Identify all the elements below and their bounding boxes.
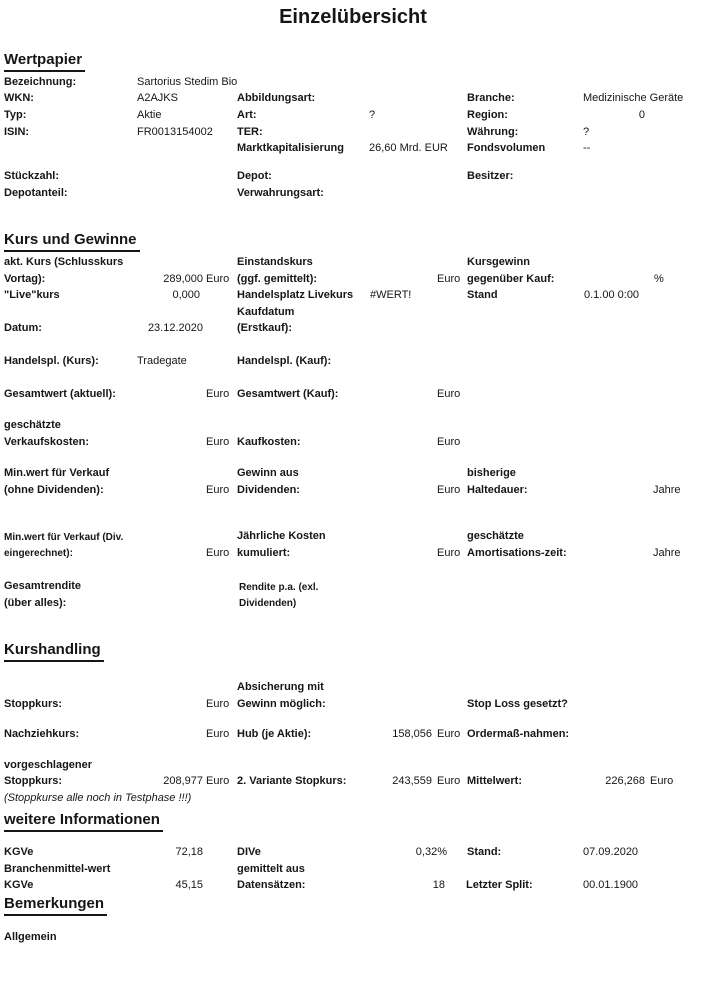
branche-label: Branche:	[467, 92, 515, 104]
nachziehkurs-unit: Euro	[206, 728, 230, 740]
amortisation-label-1: geschätzte	[467, 530, 524, 542]
kursgewinn-label-2: gegenüber Kauf:	[467, 273, 555, 285]
verwahrungsart-label: Verwahrungsart:	[237, 187, 324, 199]
gesamtrendite-label-2: (über alles):	[4, 597, 67, 609]
kurshandling-heading: Kurshandling	[4, 641, 104, 662]
abbildungsart-label: Abbildungsart:	[237, 92, 316, 104]
minwert-unit: Euro	[206, 484, 230, 496]
akt-kurs-label-2: Vortag):	[4, 273, 46, 285]
dive-label: DIVe	[237, 846, 261, 858]
hub-unit: Euro	[437, 728, 461, 740]
branche-value: Medizinische Geräte	[583, 92, 684, 104]
bezeichnung-value: Sartorius Stedim Bio	[137, 76, 238, 88]
nachziehkurs-label: Nachziehkurs:	[4, 728, 80, 740]
variante2-value: 243,559	[392, 775, 432, 787]
haltedauer-label-1: bisherige	[467, 467, 516, 479]
akt-kurs-label-1: akt. Kurs (Schlusskurs	[4, 256, 124, 268]
minwert-label-2: (ohne Dividenden):	[4, 484, 104, 496]
akt-kurs-unit: Euro	[206, 273, 230, 285]
haltedauer-unit: Jahre	[653, 484, 681, 496]
branchenmittel-label-2: KGVe	[4, 879, 34, 891]
weitere-informationen-heading: weitere Informationen	[4, 811, 163, 832]
erstkauf-label: (Erstkauf):	[237, 322, 293, 334]
einstandskurs-label-1: Einstandskurs	[237, 256, 313, 268]
verkaufskosten-unit: Euro	[206, 436, 230, 448]
wertpapier-heading: Wertpapier	[4, 51, 85, 72]
stop-loss-label: Stop Loss gesetzt?	[467, 698, 568, 710]
gesamtwert-aktuell-unit: Euro	[206, 388, 230, 400]
letzter-split-label: Letzter Split:	[466, 879, 533, 891]
kaufdatum-label: Kaufdatum	[237, 306, 295, 318]
livekurs-label: "Live"kurs	[4, 289, 60, 301]
datum-value: 23.12.2020	[147, 322, 203, 334]
isin-value: FR0013154002	[137, 126, 213, 138]
stand-value: 0.1.00 0:00	[584, 289, 640, 301]
isin-label: ISIN:	[4, 126, 30, 138]
region-value: 0	[638, 109, 645, 121]
stand-info-value: 07.09.2020	[583, 846, 639, 858]
handelspl-kauf-label: Handelspl. (Kauf):	[237, 355, 332, 367]
verkaufskosten-label-2: Verkaufskosten:	[4, 436, 89, 448]
kgve-value: 72,18	[175, 846, 203, 858]
variante2-label: 2. Variante Stopkurs:	[237, 775, 347, 787]
mittelwert-value: 226,268	[605, 775, 645, 787]
bezeichnung-label: Bezeichnung:	[4, 76, 77, 88]
kursgewinn-label-1: Kursgewinn	[467, 256, 530, 268]
jaehrliche-kosten-unit: Euro	[437, 547, 461, 559]
gewinn-dividenden-label-1: Gewinn aus	[237, 467, 299, 479]
mittelwert-label: Mittelwert:	[467, 775, 522, 787]
einstandskurs-unit: Euro	[437, 273, 461, 285]
minwert-div-label-1: Min.wert für Verkauf (Div.	[4, 532, 124, 543]
minwert-label-1: Min.wert für Verkauf	[4, 467, 110, 479]
amortisation-label-2: Amortisations-zeit:	[467, 547, 567, 559]
gemittelt-label-1: gemittelt aus	[237, 863, 305, 875]
waehrung-label: Währung:	[467, 126, 519, 138]
mittelwert-unit: Euro	[650, 775, 674, 787]
kaufkosten-label: Kaufkosten:	[237, 436, 301, 448]
jaehrliche-kosten-label-1: Jährliche Kosten	[237, 530, 326, 542]
amortisation-unit: Jahre	[653, 547, 681, 559]
bemerkungen-heading: Bemerkungen	[4, 895, 107, 916]
verkaufskosten-label-1: geschätzte	[4, 419, 61, 431]
letzter-split-value: 00.01.1900	[583, 879, 639, 891]
minwert-div-unit: Euro	[206, 547, 230, 559]
haltedauer-label-2: Haltedauer:	[467, 484, 528, 496]
depot-label: Depot:	[237, 170, 272, 182]
stand-label: Stand	[467, 289, 498, 301]
handelsplatz-livekurs-value: #WERT!	[370, 289, 412, 301]
gemittelt-label-2: Datensätzen:	[237, 879, 306, 891]
datum-label: Datum:	[4, 322, 42, 334]
stoppkurs-unit: Euro	[206, 698, 230, 710]
art-label: Art:	[237, 109, 257, 121]
gesamtwert-kauf-label: Gesamtwert (Kauf):	[237, 388, 339, 400]
fondsvolumen-value: --	[583, 142, 591, 154]
gesamtwert-kauf-unit: Euro	[437, 388, 461, 400]
handelspl-kurs-value: Tradegate	[137, 355, 187, 367]
stueckzahl-label: Stückzahl:	[4, 170, 60, 182]
marktkapitalisierung-value: 26,60 Mrd. EUR	[369, 142, 448, 154]
vorgeschlagener-label-2: Stoppkurs:	[4, 775, 63, 787]
marktkapitalisierung-label: Marktkapitalisierung	[237, 142, 344, 154]
waehrung-value: ?	[583, 126, 590, 138]
vorgeschlagener-label-1: vorgeschlagener	[4, 759, 93, 771]
handelspl-kurs-label: Handelspl. (Kurs):	[4, 355, 99, 367]
kurs-und-gewinne-heading: Kurs und Gewinne	[4, 231, 140, 252]
wkn-value: A2AJKS	[137, 92, 178, 104]
depotanteil-label: Depotanteil:	[4, 187, 68, 199]
page-title: Einzelübersicht	[279, 6, 427, 28]
gemittelt-value: 18	[432, 879, 445, 891]
allgemein-label: Allgemein	[4, 931, 57, 943]
art-value: ?	[369, 109, 376, 121]
stand-info-label: Stand:	[467, 846, 502, 858]
ter-label: TER:	[237, 126, 263, 138]
stoppkurs-label: Stoppkurs:	[4, 698, 63, 710]
rendite-pa-label-2: Dividenden)	[239, 598, 297, 609]
kaufkosten-unit: Euro	[437, 436, 461, 448]
vorgeschlagener-unit: Euro	[206, 775, 230, 787]
vorgeschlagener-value: 208,977	[163, 775, 203, 787]
typ-label: Typ:	[4, 109, 27, 121]
fondsvolumen-label: Fondsvolumen	[467, 142, 546, 154]
gewinn-dividenden-label-2: Dividenden:	[237, 484, 300, 496]
rendite-pa-label-1: Rendite p.a. (exl.	[239, 582, 319, 593]
minwert-div-label-2: eingerechnet):	[4, 548, 73, 559]
hub-label: Hub (je Aktie):	[237, 728, 312, 740]
typ-value: Aktie	[137, 109, 162, 121]
einstandskurs-label-2: (ggf. gemittelt):	[237, 273, 318, 285]
hub-value: 158,056	[392, 728, 432, 740]
region-label: Region:	[467, 109, 508, 121]
absicherung-label-1: Absicherung mit	[237, 681, 324, 693]
jaehrliche-kosten-label-2: kumuliert:	[237, 547, 291, 559]
besitzer-label: Besitzer:	[467, 170, 514, 182]
handelsplatz-livekurs-label: Handelsplatz Livekurs	[237, 289, 354, 301]
branchenmittel-value: 45,15	[175, 879, 203, 891]
akt-kurs-value: 289,000	[163, 273, 203, 285]
gewinn-dividenden-unit: Euro	[437, 484, 461, 496]
wkn-label: WKN:	[4, 92, 34, 104]
livekurs-value: 0,000	[172, 289, 200, 301]
gesamtwert-aktuell-label: Gesamtwert (aktuell):	[4, 388, 116, 400]
kursgewinn-unit: %	[654, 273, 664, 285]
kgve-label: KGVe	[4, 846, 34, 858]
gesamtrendite-label-1: Gesamtrendite	[4, 580, 82, 592]
testphase-note: (Stoppkurse alle noch in Testphase !!!)	[4, 792, 192, 804]
absicherung-label-2: Gewinn möglich:	[237, 698, 326, 710]
branchenmittel-label-1: Branchenmittel-wert	[4, 863, 111, 875]
variante2-unit: Euro	[437, 775, 461, 787]
dive-value: 0,32%	[415, 846, 447, 858]
ordermassnahmen-label: Ordermaß-nahmen:	[467, 728, 570, 740]
